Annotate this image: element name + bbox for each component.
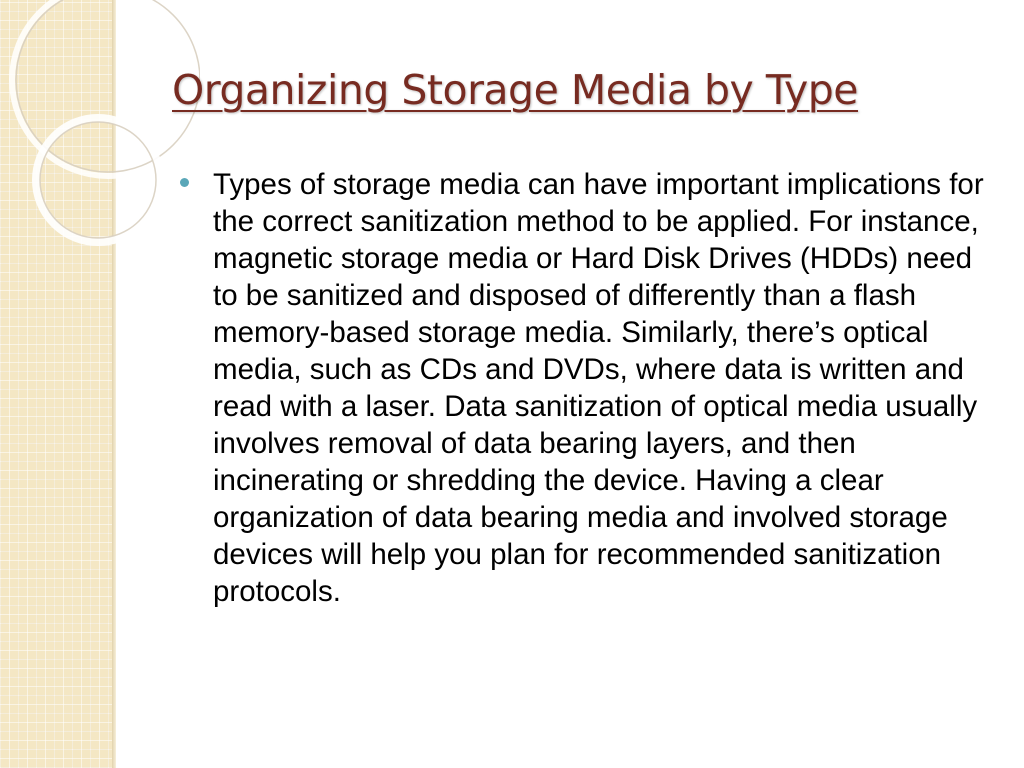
content-area	[180, 166, 992, 610]
bullet-item	[180, 166, 992, 610]
side-panel-pattern	[0, 0, 112, 768]
slide-title: Organizing Storage Media by Type	[172, 66, 859, 114]
side-panel-edge	[112, 0, 116, 768]
bullet-dot-icon	[180, 178, 189, 187]
bullet-text: Types of storage media can have important implications for the correct sanitization method to be applied. For instance, magnetic storage media or Hard Disk Drives (HDDs) need to be sanitized and disposed of differently than a flash memory-based storage media. Similarly, there’s optical media, such as CDs and DVDs, where data is written and read with a laser. Data sanitization of optical media usually involves removal of data bearing layers, and then incinerating or shredding the device. Having a clear organization of data bearing media and involved storage devices will help you plan for recommended sanitization protocols.	[213, 168, 984, 608]
